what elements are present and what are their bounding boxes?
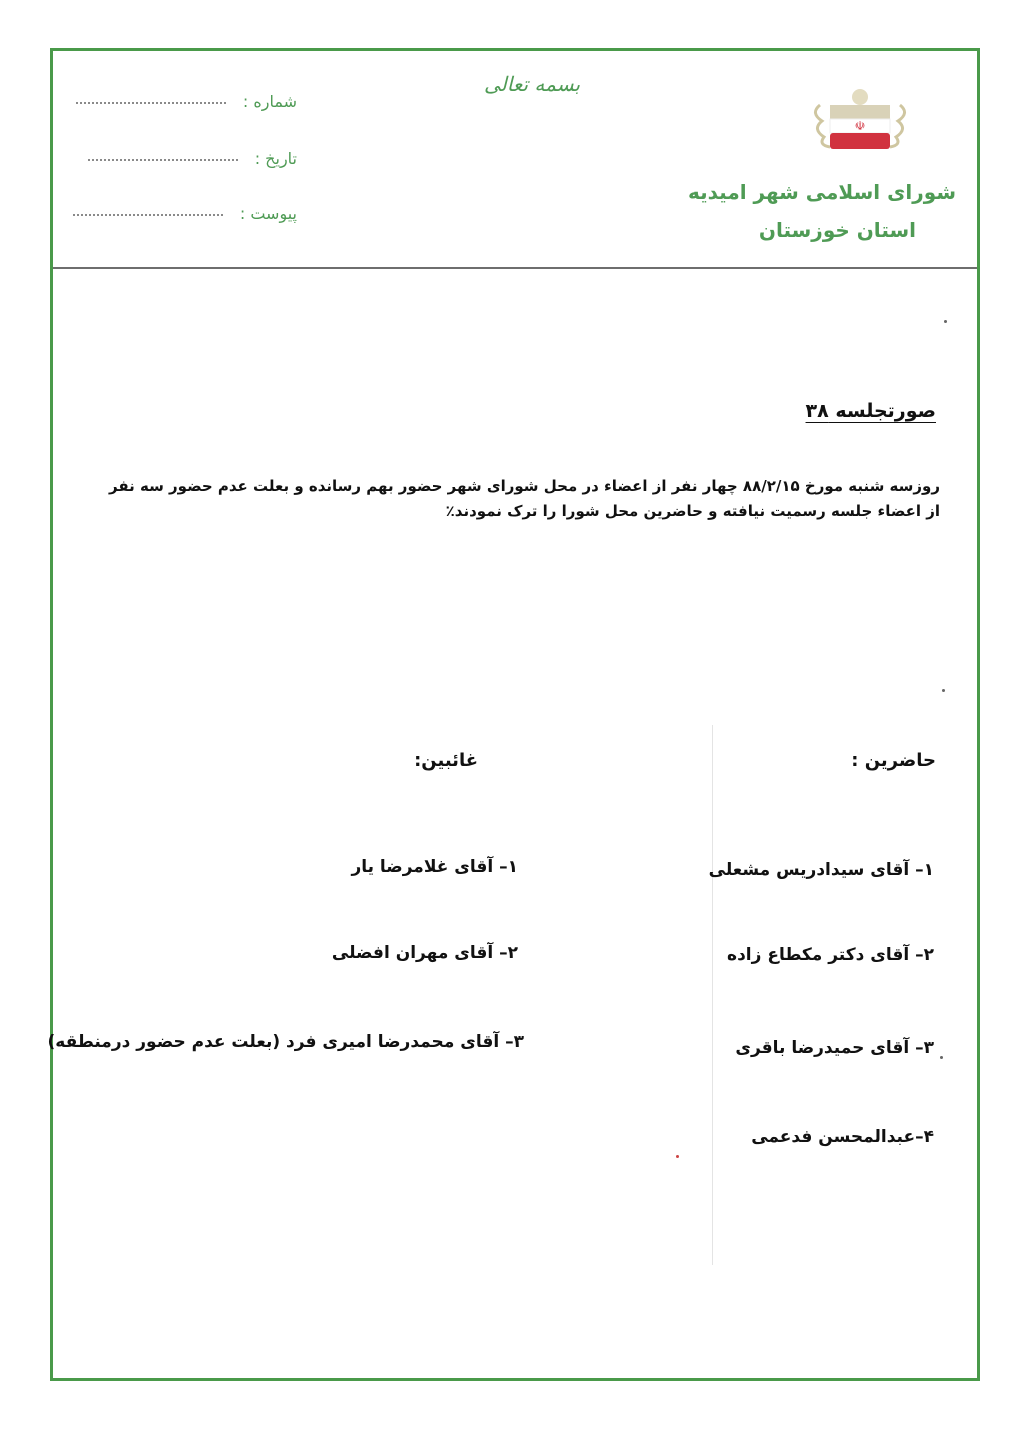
page-border (50, 48, 980, 1381)
minutes-body: روزسه شنبه مورخ ۸۸/۲/۱۵ چهار نفر از اعضاء در محل شورای شهر حضور بهم رسانده و بعلت عدم حضور سه نفر از اعضاء جلسه رسمیت نیافته و حاضرین محل شورا را ترک نمودند٪ (109, 477, 940, 520)
present-member: ۱– آقای سیدادریس مشعلی (708, 860, 934, 880)
field-date-blank (88, 159, 238, 161)
absent-member: ۱– آقای غلامرضا یار (351, 857, 518, 877)
scan-speck (676, 1155, 679, 1158)
present-member: ۳– آقای حمیدرضا باقری (735, 1038, 934, 1058)
scan-speck (944, 320, 947, 323)
bismillah: بسمه تعالی (484, 72, 581, 96)
province-name: استان خوزستان (758, 218, 916, 242)
scan-speck (940, 1056, 943, 1059)
scan-speck (942, 689, 945, 692)
field-attachment (73, 204, 297, 223)
field-number (76, 92, 297, 111)
minutes-title: صورتجلسه ۳۸ (805, 400, 936, 422)
council-name: شورای اسلامی شهر امیدیه (687, 180, 956, 204)
absent-member: ۳– آقای محمدرضا امیری فرد (بعلت عدم حضور درمنطقه) (47, 1032, 524, 1052)
column-divider (712, 725, 713, 1265)
present-member: ۴–عبدالمحسن فدعمی (751, 1127, 934, 1147)
field-date-label: تاریخ : (254, 149, 297, 168)
absent-heading: غائبین: (414, 750, 478, 771)
present-member: ۲– آقای دکتر مکطاع زاده (727, 945, 934, 965)
field-attachment-blank (73, 214, 223, 216)
field-number-blank (76, 102, 226, 104)
svg-text:☫: ☫ (854, 119, 866, 133)
field-date (88, 149, 297, 168)
header-divider (53, 267, 977, 269)
present-heading: حاضرین : (851, 750, 936, 771)
field-attachment-label: پیوست : (239, 204, 297, 223)
field-number-label: شماره : (242, 92, 297, 111)
iran-emblem-icon (800, 85, 920, 165)
absent-member: ۲– آقای مهران افضلی (331, 943, 518, 963)
